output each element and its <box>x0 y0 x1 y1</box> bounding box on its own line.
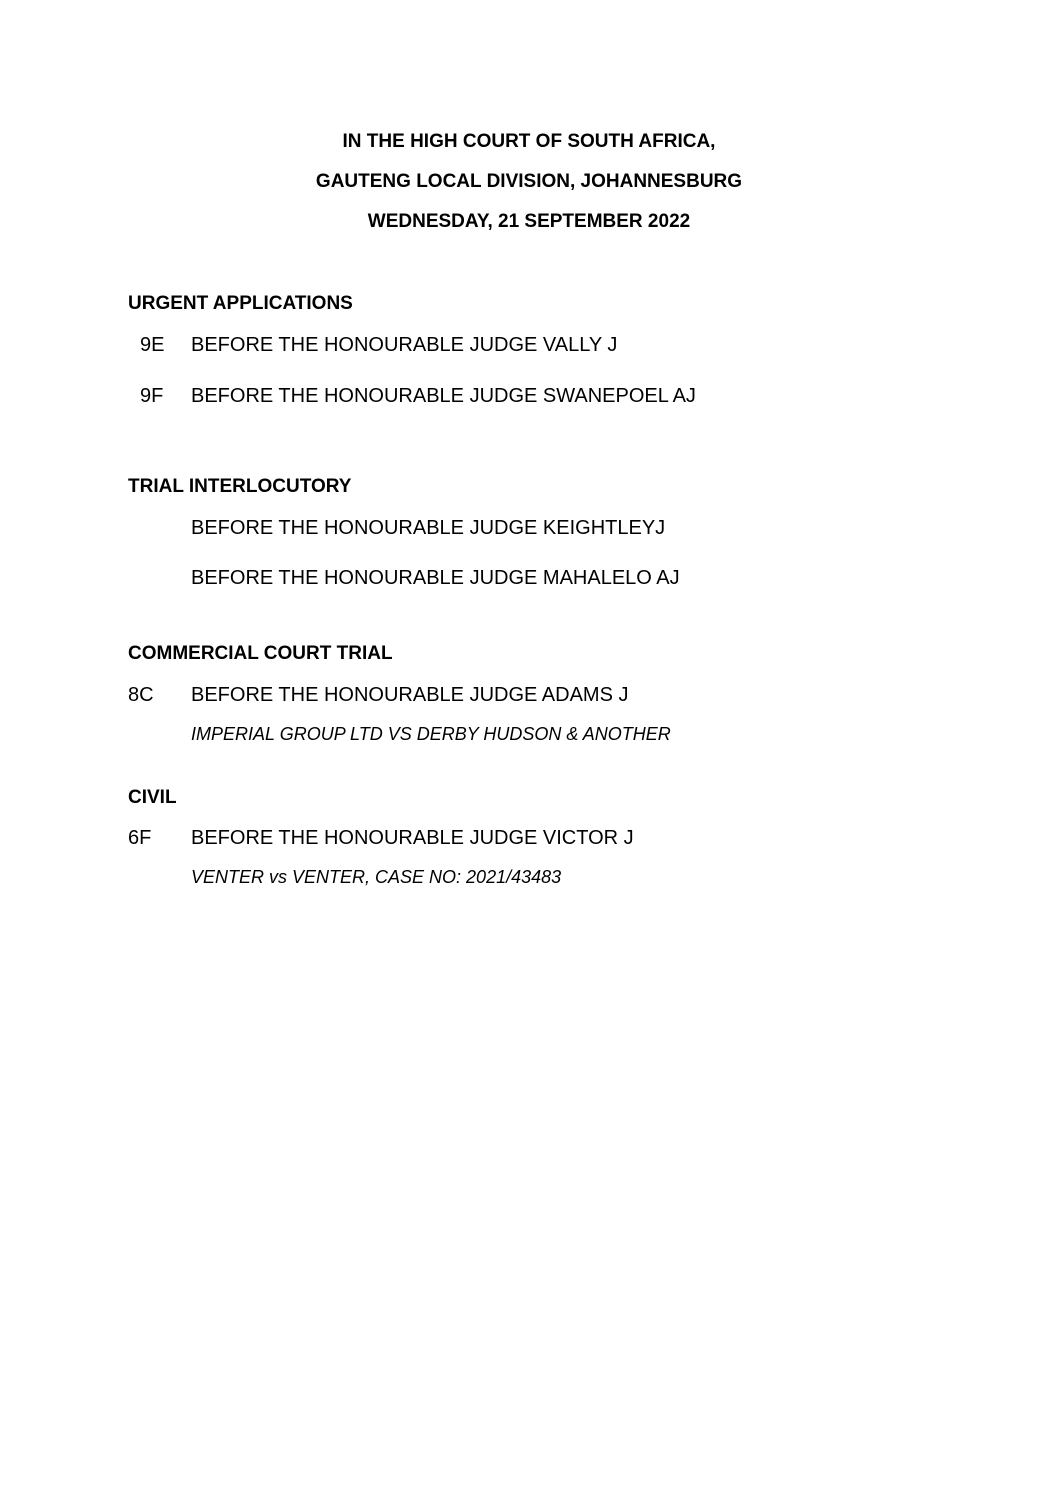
section-title-civil: CIVIL <box>128 787 177 808</box>
judge-listing: BEFORE THE HONOURABLE JUDGE ADAMS J <box>191 684 629 706</box>
court-code: 9F <box>140 385 164 407</box>
date-heading: WEDNESDAY, 21 SEPTEMBER 2022 <box>367 211 691 232</box>
case-name: VENTER vs VENTER, CASE NO: 2021/43483 <box>191 867 562 887</box>
judge-listing: BEFORE THE HONOURABLE JUDGE KEIGHTLEYJ <box>191 517 666 539</box>
court-code: 6F <box>128 827 152 849</box>
section-title-urgent-applications: URGENT APPLICATIONS <box>128 293 353 314</box>
judge-listing: BEFORE THE HONOURABLE JUDGE VICTOR J <box>191 827 634 849</box>
court-name-heading: IN THE HIGH COURT OF SOUTH AFRICA, <box>342 131 716 152</box>
judge-listing: BEFORE THE HONOURABLE JUDGE VALLY J <box>191 334 618 356</box>
judge-listing: BEFORE THE HONOURABLE JUDGE MAHALELO AJ <box>191 567 680 589</box>
division-heading: GAUTENG LOCAL DIVISION, JOHANNESBURG <box>315 171 743 192</box>
section-title-commercial-court-trial: COMMERCIAL COURT TRIAL <box>128 643 393 664</box>
case-name: IMPERIAL GROUP LTD VS DERBY HUDSON & ANOTHER <box>191 724 671 744</box>
judge-listing: BEFORE THE HONOURABLE JUDGE SWANEPOEL AJ <box>191 385 696 407</box>
court-code: 8C <box>128 684 154 706</box>
section-title-trial-interlocutory: TRIAL INTERLOCUTORY <box>128 476 352 497</box>
court-code: 9E <box>140 334 165 356</box>
